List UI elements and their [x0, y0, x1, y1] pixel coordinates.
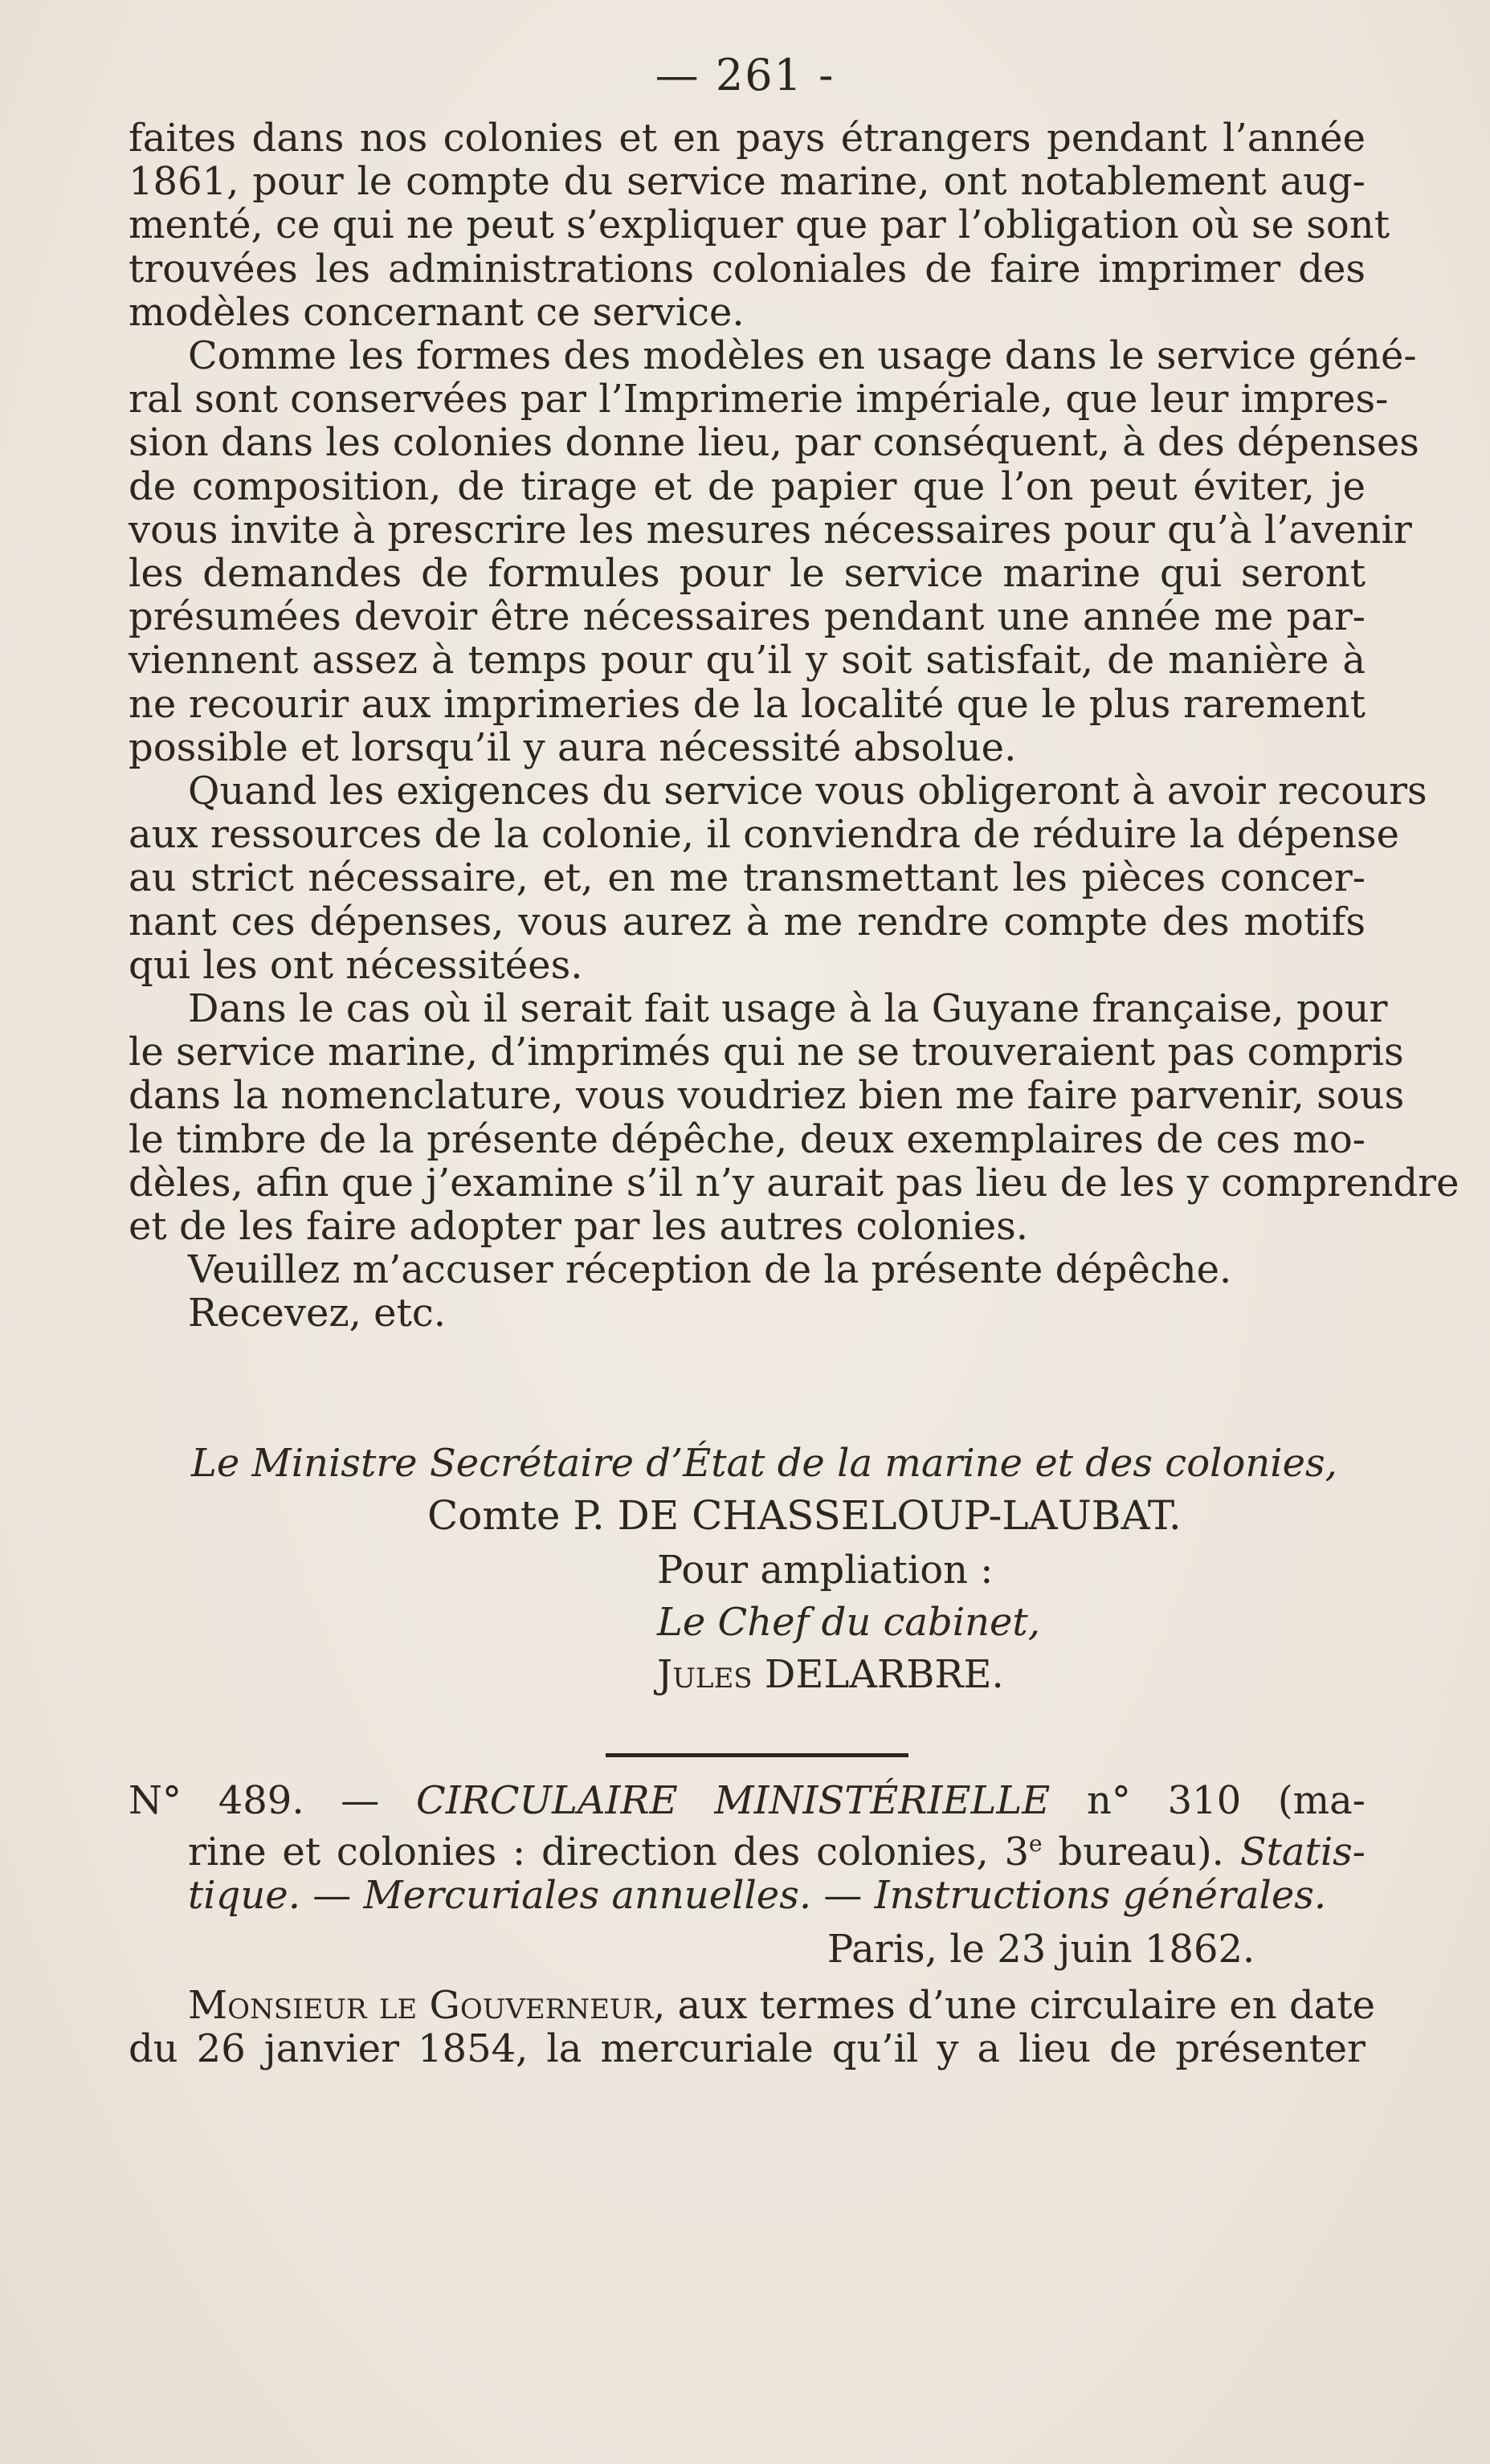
text-line: sion dans les colonies donne lieu, par conséquent, à des dépenses	[129, 420, 1419, 466]
text-line: présumées devoir être nécessaires pendant une année me par-	[129, 594, 1365, 640]
text-line: viennent assez à temps pour qu’il y soit satisfait, de manière à	[129, 638, 1365, 683]
text-line: faites dans nos colonies et en pays étrangers pendant l’année	[129, 116, 1365, 161]
text-line: le timbre de la présente dépêche, deux exemplaires de ces mo-	[129, 1116, 1365, 1162]
text-line: de composition, de tirage et de papier que l’on peut éviter, je	[129, 463, 1365, 509]
body-text	[129, 116, 1459, 1336]
text-line: Quand les exigences du service vous obligeront à avoir recours	[188, 769, 1427, 814]
circular-number: N° 489. —	[129, 1778, 380, 1823]
paragraph	[129, 986, 1459, 1250]
paragraph	[129, 333, 1419, 770]
text-line: possible et lorsqu’il y aura nécessité absolue.	[129, 724, 1017, 770]
circular-title: CIRCULAIRE MINISTÉRIELLE	[415, 1778, 1051, 1823]
paragraph	[129, 1248, 1365, 1291]
ampliation: Pour ampliation :	[657, 1548, 994, 1593]
heading-line	[129, 1779, 1365, 1822]
text-line: ne recourir aux imprimeries de la localité que le plus rarement	[129, 681, 1365, 727]
heading-superscript: e	[1029, 1830, 1043, 1857]
page-number: — 261 -	[655, 50, 835, 100]
minister-name: Comte P. DE CHASSELOUP-LAUBAT.	[427, 1492, 1182, 1539]
heading-separator: —	[811, 1873, 875, 1918]
body-line: du 26 janvier 1854, la mercuriale qu’il y a lieu de présenter	[129, 2026, 1365, 2071]
heading-text: bureau).	[1042, 1830, 1224, 1875]
text-line: trouvées les administrations coloniales de faire imprimer des	[129, 246, 1365, 292]
chef-first-name: Jules	[657, 1652, 753, 1697]
heading-topic: Instructions générales.	[874, 1873, 1327, 1918]
text-line: Comme les formes des modèles en usage dans le service géné-	[188, 333, 1417, 379]
text-line: Veuillez m’accuser réception de la présente dépêche.	[188, 1247, 1232, 1293]
heading-text: rine et colonies : direction des colonies, 3	[188, 1830, 1030, 1875]
text-line: aux ressources de la colonie, il conviendra de réduire la dépense	[129, 812, 1400, 858]
circular-heading	[129, 1779, 1365, 1917]
chef-name	[657, 1653, 1004, 1696]
paragraph	[129, 116, 1390, 335]
text-line: Recevez, etc.	[188, 1291, 446, 1336]
text-line: au strict nécessaire, et, en me transmettant les pièces concer-	[129, 855, 1365, 901]
text-line: et de les faire adopter par les autres colonies.	[129, 1204, 1029, 1250]
text-line: dèles, afin que j’examine s’il n’y aurait pas lieu de les y comprendre	[129, 1160, 1459, 1205]
paragraph	[129, 1291, 1365, 1335]
text-line: modèles concernant ce service.	[129, 289, 745, 335]
text-line: le service marine, d’imprimés qui ne se trouveraient pas compris	[129, 1030, 1404, 1075]
chef-last-name: DELARBRE.	[764, 1652, 1004, 1697]
text-line: vous invite à prescrire les mesures nécessaires pour qu’à l’avenir	[129, 507, 1412, 553]
text-line: nant ces dépenses, vous aurez à me rendre compte des motifs	[129, 899, 1365, 944]
heading-line	[129, 1822, 1365, 1874]
minister-title: Le Ministre Secrétaire d’État de la marine et des colonies,	[191, 1441, 1337, 1486]
salutation: Monsieur le Gouverneur	[188, 1983, 654, 2028]
section-divider	[606, 1753, 908, 1757]
body-line	[129, 1983, 1375, 2028]
text-line: menté, ce qui ne peut s’expliquer que par l’obligation où se sont	[129, 202, 1390, 248]
heading-topic: tique.	[188, 1873, 300, 1918]
heading-separator: —	[300, 1873, 364, 1918]
circular-date: Paris, le 23 juin 1862.	[827, 1927, 1255, 1972]
heading-topic: Mercuriales annuelles.	[363, 1873, 812, 1918]
text-line: qui les ont nécessitées.	[129, 942, 583, 988]
text-line: ral sont conservées par l’Imprimerie impériale, que leur impres-	[129, 377, 1389, 422]
circular-body	[129, 1983, 1375, 2071]
heading-line	[129, 1874, 1365, 1917]
text-line: 1861, pour le compte du service marine, ont notablement aug-	[129, 159, 1365, 205]
chef-title: Le Chef du cabinet,	[657, 1600, 1040, 1645]
text-line: Dans le cas où il serait fait usage à la Guyane française, pour	[188, 986, 1388, 1032]
body-text-fragment: , aux termes d’une circulaire en date	[653, 1983, 1375, 2028]
circular-ref: n° 310 (ma-	[1087, 1778, 1365, 1823]
paragraph	[129, 769, 1427, 988]
text-line: dans la nomenclature, vous voudriez bien me faire parvenir, sous	[129, 1073, 1405, 1119]
heading-topic: Statis-	[1239, 1830, 1366, 1875]
text-line: les demandes de formules pour le service marine qui seront	[129, 551, 1365, 597]
